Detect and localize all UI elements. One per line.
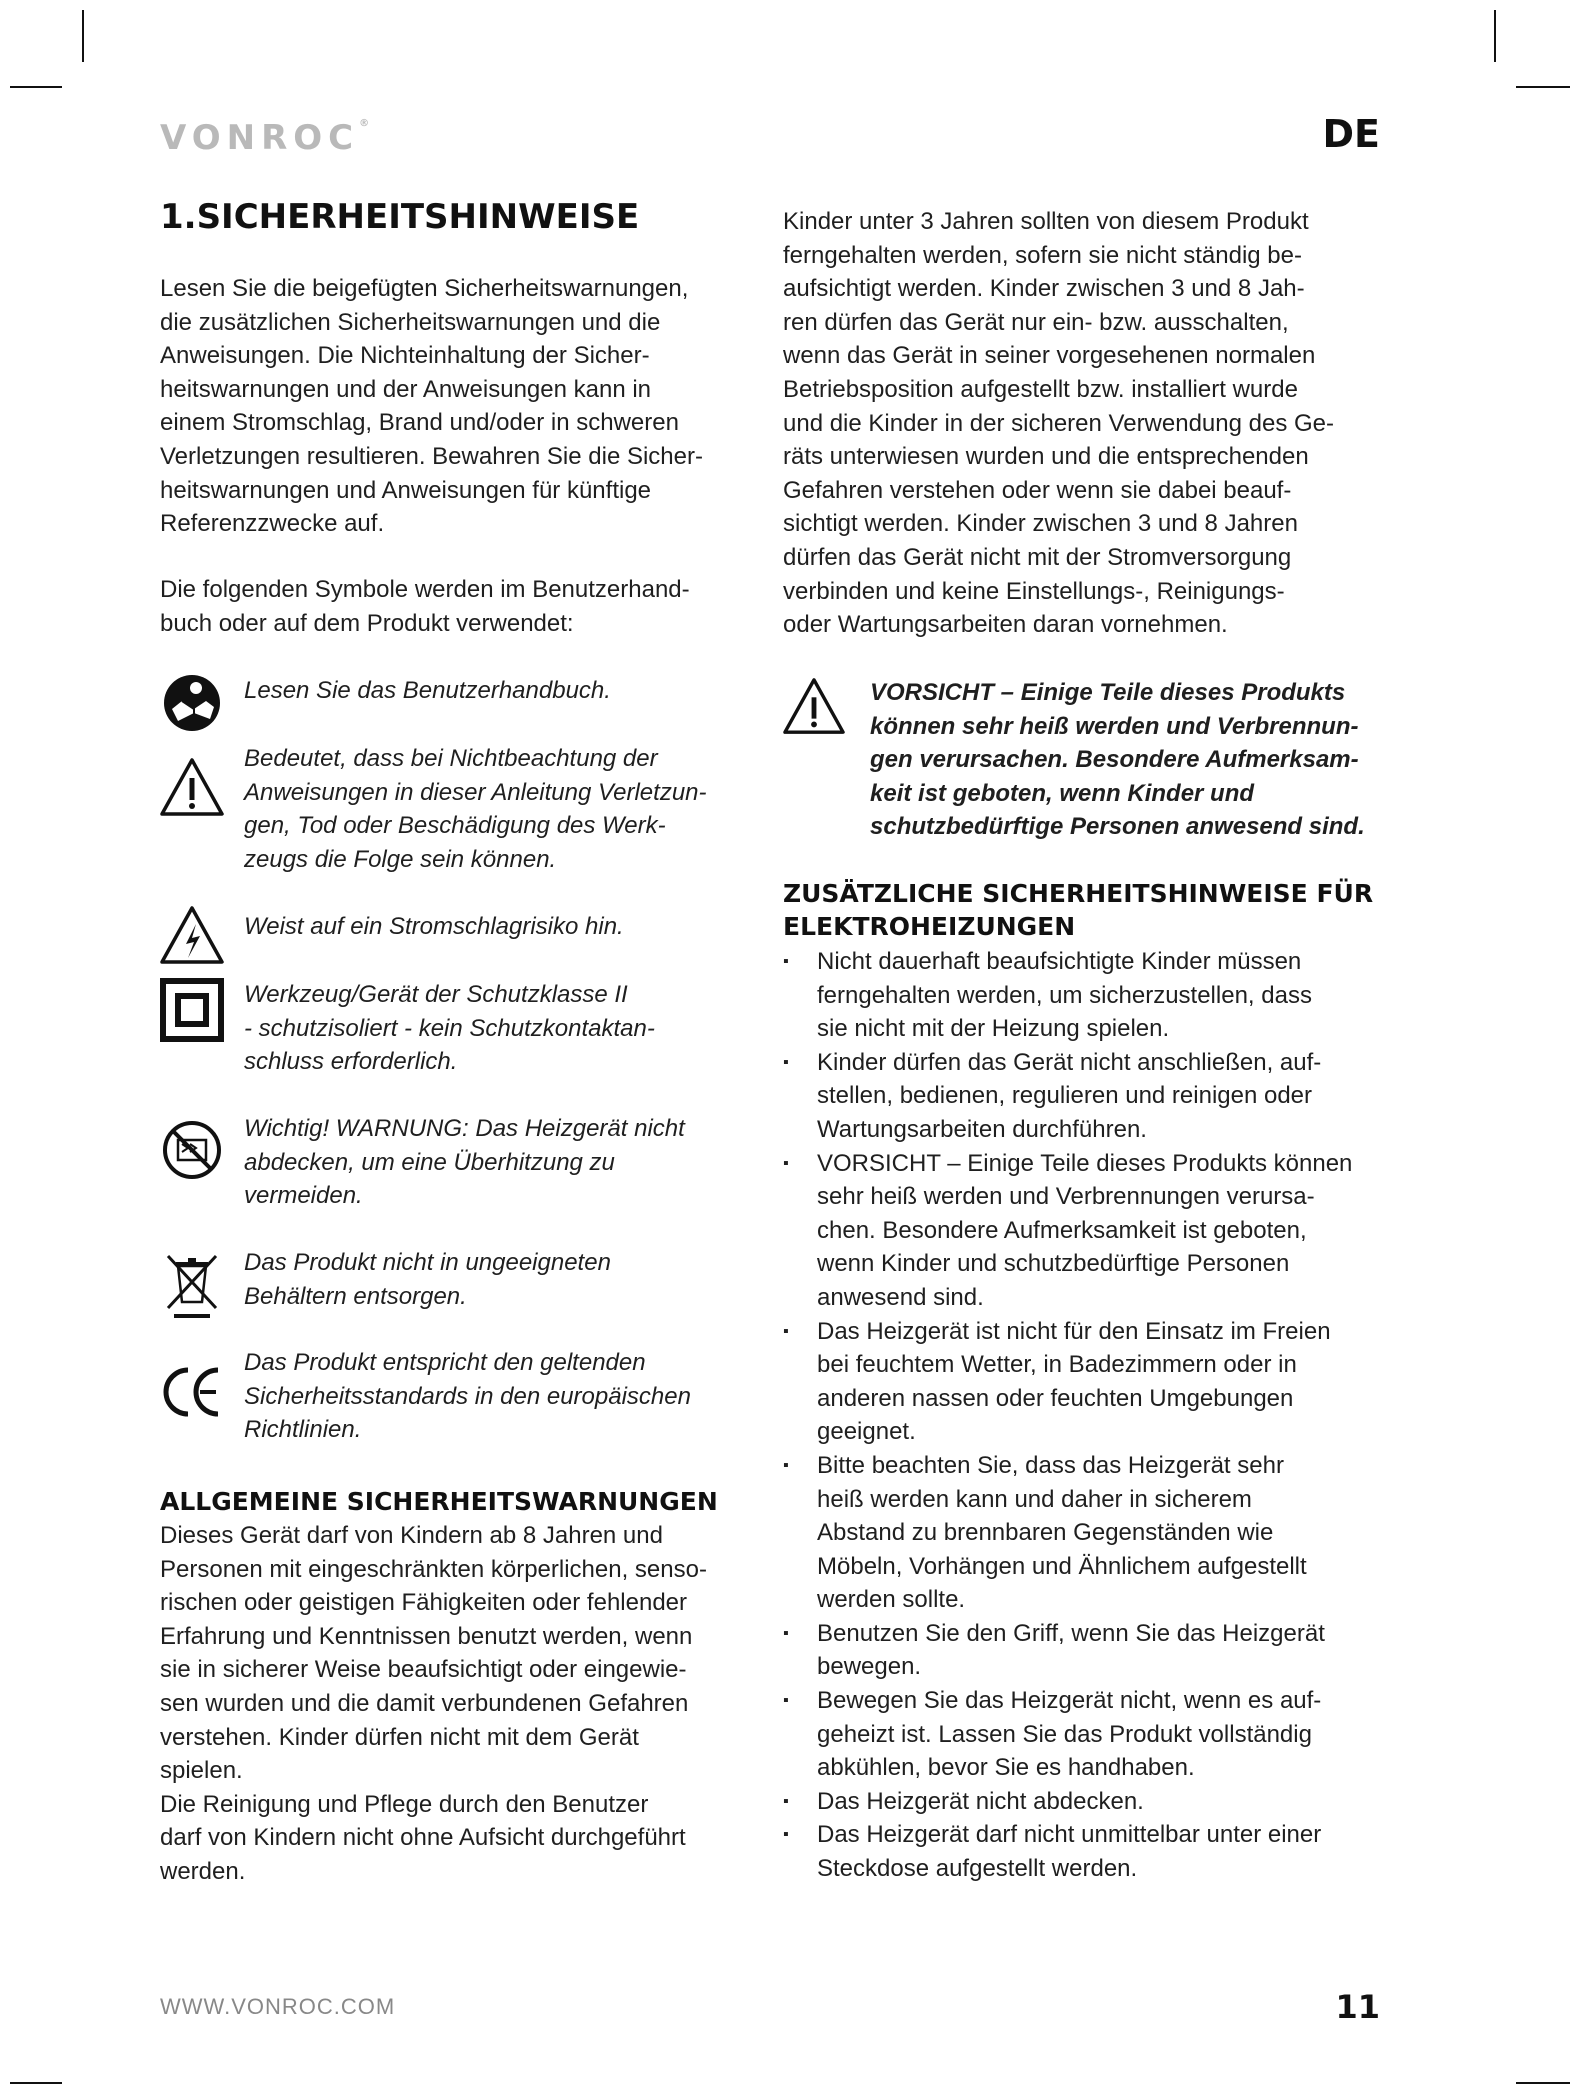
crop-mark <box>1516 86 1570 88</box>
general-warnings-heading: ALLGEMEINE SICHERHEITSWARNUNGEN <box>160 1487 718 1516</box>
brand-logo: VONROC® <box>160 118 370 158</box>
additional-safety-heading: ZUSÄTZLICHE SICHERHEITSHINWEISE FÜR ELEKTROHEIZUNGEN <box>783 879 1374 941</box>
list-item: ▪ Bitte beachten Sie, dass das Heizgerät sehr heiß werden kann und daher in sicherem Abstand zu brennbaren Gegenständen wie Möbeln, Vorhängen und Ähnlichem aufgestellt werden sollte. <box>783 1449 1383 1617</box>
list-item: ▪ Kinder dürfen das Gerät nicht anschließen, auf- stellen, bedienen, regulieren und reinigen oder Wartungsarbeiten durchführen. <box>783 1046 1383 1147</box>
crop-mark <box>1494 10 1496 62</box>
crop-mark <box>1516 2082 1570 2084</box>
children-paragraph: Kinder unter 3 Jahren sollten von diesem Produkt ferngehalten werden, sofern sie nicht ständig be- aufsichtigt werden. Kinder zwischen 3 und 8 Jah- ren dürfen das Gerät nur ein- bzw. ausschalten, wenn das Gerät in seiner vorgesehenen normalen Betriebsposition aufgestellt bzw. installiert wurde und die Kinder in der sicheren Verwendung des Ge- räts unterwiesen wurden und die entsprechenden Gefahren verstehen oder wenn sie dabei beauf- sichtigt werden. Kinder zwischen 3 und 8 Jahren dürfen das Gerät nicht mit der Stromversorgung verbinden und keine Einstellungs-, Reinigungs- oder Wartungsarbeiten daran vornehmen. <box>783 208 1335 639</box>
symbols-intro: Die folgenden Symbole werden im Benutzerhand- buch oder auf dem Produkt verwendet: <box>160 576 690 637</box>
crop-mark <box>82 10 84 62</box>
symbol-text: Wichtig! WARNUNG: Das Heizgerät nicht abdecken, um eine Überhitzung zu vermeiden. <box>244 1115 685 1210</box>
list-item: ▪ Das Heizgerät darf nicht unmittelbar unter einer Steckdose aufgestellt werden. <box>783 1818 1383 1885</box>
intro-paragraph: Lesen Sie die beigefügten Sicherheitswarnungen, die zusätzlichen Sicherheitswarnungen und die Anweisungen. Die Nichteinhaltung der Sicher- heitswarnungen und der Anweisungen kann in einem Stromschlag, Brand und/oder in schweren Verletzungen resultieren. Bewahren Sie die Sicher- heitswarnungen und Anweisungen für künftige Referenzzwecke auf. <box>160 275 703 538</box>
list-item: ▪ Das Heizgerät nicht abdecken. <box>783 1785 1383 1819</box>
list-item: ▪ Das Heizgerät ist nicht für den Einsatz im Freien bei feuchtem Wetter, in Badezimmern oder in anderen nassen oder feuchten Umgebungen geeignet. <box>783 1315 1383 1449</box>
symbol-text: Bedeutet, dass bei Nichtbeachtung der Anweisungen in dieser Anleitung Verletzun- gen, Tod oder Beschädigung des Werk- zeugs die Folge sein können. <box>244 745 707 873</box>
list-item: ▪ Bewegen Sie das Heizgerät nicht, wenn es auf- geheizt ist. Lassen Sie das Produkt vollständig abkühlen, bevor Sie es handhaben. <box>783 1684 1383 1785</box>
additional-safety-list <box>783 945 1383 1886</box>
symbol-text: Das Produkt entspricht den geltenden Sicherheitsstandards in den europäischen Richtlinien. <box>244 1349 691 1444</box>
page-title: 1.SICHERHEITSHINWEISE <box>160 197 640 237</box>
language-code: DE <box>1322 112 1380 156</box>
do-not-cover-icon <box>160 1118 224 1182</box>
class-ii-icon <box>160 978 224 1042</box>
list-item: ▪ Nicht dauerhaft beaufsichtigte Kinder müssen ferngehalten werden, um sicherzustellen, dass sie nicht mit der Heizung spielen. <box>783 945 1383 1046</box>
crop-mark <box>10 2082 62 2084</box>
ce-mark-icon <box>160 1360 224 1424</box>
electric-shock-icon <box>160 904 224 968</box>
warning-triangle-icon <box>160 756 224 820</box>
general-warnings-body: Dieses Gerät darf von Kindern ab 8 Jahren und Personen mit eingeschränkten körperlichen, senso- rischen oder geistigen Fähigkeiten oder fehlender Erfahrung und Kenntnissen benutzt werden, wenn sie in sicherer Weise beaufsichtigt oder eingewie- sen wurden und die damit verbundenen Gefahren verstehen. Kinder dürfen nicht mit dem Gerät spielen. Die Reinigung und Pflege durch den Benutzer darf von Kindern nicht ohne Aufsicht durchgeführt werden. <box>160 1522 707 1885</box>
read-manual-icon <box>160 671 224 735</box>
symbol-text: Werkzeug/Gerät der Schutzklasse II - schutzisoliert - kein Schutzkontaktan- schluss erforderlich. <box>244 981 655 1076</box>
page-number: 11 <box>1335 1988 1380 2026</box>
caution-text: VORSICHT – Einige Teile dieses Produkts können sehr heiß werden und Verbrennun- gen verursachen. Besondere Aufmerksam- keit ist geboten, wenn Kinder und schutzbedürftige Personen anwesend sind. <box>870 679 1365 841</box>
weee-bin-icon <box>160 1246 224 1318</box>
list-item: ▪ VORSICHT – Einige Teile dieses Produkts können sehr heiß werden und Verbrennungen verursa- chen. Besondere Aufmerksamkeit ist geboten, wenn Kinder und schutzbedürftige Personen anwesend sind. <box>783 1147 1383 1315</box>
caution-triangle-icon <box>783 676 845 738</box>
symbol-text: Weist auf ein Stromschlagrisiko hin. <box>244 913 624 940</box>
crop-mark <box>10 86 62 88</box>
symbol-text: Das Produkt nicht in ungeeigneten Behältern entsorgen. <box>244 1249 611 1310</box>
list-item: ▪ Benutzen Sie den Griff, wenn Sie das Heizgerät bewegen. <box>783 1617 1383 1684</box>
footer-url: WWW.VONROC.COM <box>160 1994 396 2019</box>
symbol-text: Lesen Sie das Benutzerhandbuch. <box>244 677 611 704</box>
